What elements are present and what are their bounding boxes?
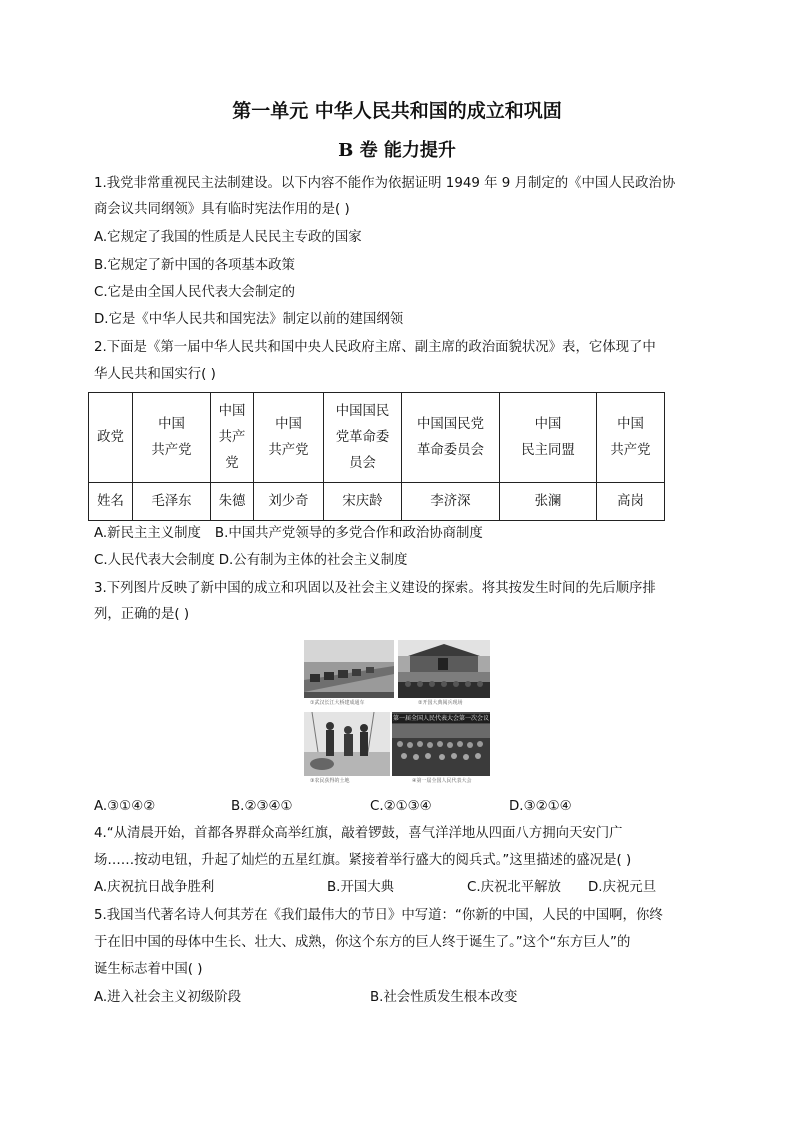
q1-stem-line1: 1.我党非常重视民主法制建设。以下内容不能作为依据证明 1949 年 9 月制定的《中国人民政治协 [94,176,676,191]
table-cell: 朱德 [211,483,254,521]
photo-caption-3: ③农民获得的土地 [310,778,350,784]
farmers-photo [304,712,390,776]
q2-stem-line2: 华人民共和国实行( ) [94,367,216,382]
congress-photo [392,712,490,776]
q1-stem-line2: 商会议共同纲领》具有临时宪法作用的是( ) [94,202,350,217]
q4-option-b: B.开国大典 [327,880,395,895]
q2-options-cd [94,551,714,571]
q2-options-ab [94,524,714,544]
history-photo-collage [300,636,492,788]
q4-option-a: A.庆祝抗日战争胜利 [94,880,215,895]
table-cell: 中国 共产 党 [211,393,254,483]
q5-option-b: B.社会性质发生根本改变 [370,990,518,1005]
q3-stem-line1: 3.下列图片反映了新中国的成立和巩固以及社会主义建设的探索。将其按发生时间的先后顺序排 [94,581,656,596]
q1-option-b: B.它规定了新中国的各项基本政策 [94,258,295,273]
q3-option-b: B.②③④① [231,799,293,814]
table-cell: 中国 共产党 [254,393,324,483]
photo-caption-1: ①武汉长江大桥建成通车 [310,700,365,706]
table-cell: 中国国民 党革命委 员会 [324,393,402,483]
q2-stem-line1: 2.下面是《第一届中华人民共和国中央人民政府主席、副主席的政治面貌状况》表，它体现了中 [94,340,656,355]
q5-stem-line2: 于在旧中国的母体中生长、壮大、成熟，你这个东方的巨人终于诞生了。”这个“东方巨人”的 [94,935,631,950]
table-cell: 宋庆龄 [324,483,402,521]
table-cell: 高岗 [597,483,665,521]
q2-option-b: B.中国共产党领导的多党合作和政治协商制度 [214,526,483,541]
q3-option-c: C.②①③④ [370,799,432,814]
table-row-name [89,483,665,521]
q3-option-a: A.③①④② [94,799,156,814]
table-cell-header: 姓名 [89,483,133,521]
table-cell: 张澜 [500,483,597,521]
table-cell: 中国国民党 革命委员会 [402,393,500,483]
table-cell: 中国 民主同盟 [500,393,597,483]
q1-option-d: D.它是《中华人民共和国宪法》制定以前的建国纲领 [94,312,404,327]
q4-option-c: C.庆祝北平解放 [467,880,561,895]
photo-caption-4: ④第一届全国人民代表大会 [412,778,472,784]
q5-stem-line3: 诞生标志着中国( ) [94,962,203,977]
table-row-party [89,393,665,483]
q2-option-a: A.新民主主义制度 [94,526,201,541]
q5-stem-line1: 5.我国当代著名诗人何其芳在《我们最伟大的节日》中写道：“你新的中国，人民的中国啊，你终 [94,908,663,923]
q5-option-a: A.进入社会主义初级阶段 [94,990,242,1005]
table-cell: 李济深 [402,483,500,521]
tiananmen-photo [398,640,490,698]
party-table [88,392,665,521]
congress-banner: 第一届全国人民代表大会第一次会议 [392,715,489,722]
page-subtitle: B 卷 能力提升 [338,140,456,161]
q4-option-d: D.庆祝元旦 [588,880,657,895]
q1-option-a: A.它规定了我国的性质是人民民主专政的国家 [94,230,362,245]
table-cell: 毛泽东 [133,483,211,521]
table-cell: 刘少奇 [254,483,324,521]
q2-option-c: C.人民代表大会制度 [94,553,215,568]
page-title: 第一单元 中华人民共和国的成立和巩固 [232,100,562,122]
q4-stem-line2: 场……按动电钮，升起了灿烂的五星红旗。紧接着举行盛大的阅兵式。”这里描述的盛况是( ) [94,853,632,868]
table-cell: 中国 共产党 [597,393,665,483]
table-cell: 中国 共产党 [133,393,211,483]
photo-caption-2: ②开国大典阅兵现场 [418,700,463,706]
q4-stem-line1: 4.“从清晨开始，首都各界群众高举红旗，敲着锣鼓，喜气洋洋地从四面八方拥向天安门广 [94,826,623,841]
q1-option-c: C.它是由全国人民代表大会制定的 [94,285,296,300]
table-cell-header: 政党 [89,393,133,483]
q2-option-d: D.公有制为主体的社会主义制度 [218,553,408,568]
bridge-photo [304,640,394,698]
q3-option-d: D.③②①④ [509,799,572,814]
q3-stem-line2: 列，正确的是( ) [94,607,190,622]
